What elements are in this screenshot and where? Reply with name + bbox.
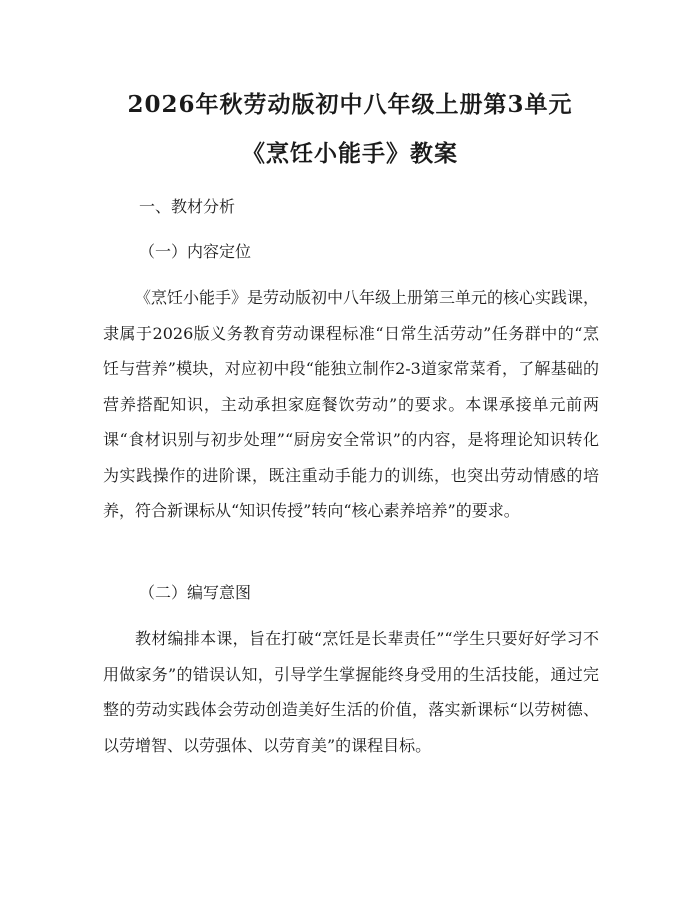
subsection-heading-content-positioning: （一）内容定位 bbox=[139, 242, 252, 261]
section-heading-materials-analysis: 一、教材分析 bbox=[139, 197, 236, 216]
paragraph-writing-intent: 教材编排本课，旨在打破“烹饪是长辈责任”“学生只要好好学习不用做家务”的错误认知，引导学生掌握能终身受用的生活技能，通过完整的劳动实践体会劳动创造美好生活的价值，落实新课标“以劳树德、以劳增智、以劳强体、以劳育美”的课程目标。 bbox=[103, 629, 599, 755]
subsection-heading-writing-intent: （二）编写意图 bbox=[139, 583, 252, 602]
paragraph-content-positioning: 《烹饪小能手》是劳动版初中八年级上册第三单元的核心实践课，隶属于2026版义务教育劳动课程标准“日常生活劳动”任务群中的“烹饪与营养”模块，对应初中段“能独立制作2-3道家常菜肴，了解基础的营养搭配知识，主动承担家庭餐饮劳动”的要求。本课承接单元前两课“食材识别与初步处理”“厨房安全常识”的内容，是将理论知识转化为实践操作的进阶课，既注重动手能力的训练，也突出劳动情感的培养，符合新课标从“知识传授”转向“核心素养培养”的要求。 bbox=[103, 288, 600, 520]
document-title-line-1: 2026年秋劳动版初中八年级上册第3单元 bbox=[127, 91, 573, 118]
document-title-line-2: 《烹饪小能手》教案 bbox=[242, 140, 458, 167]
